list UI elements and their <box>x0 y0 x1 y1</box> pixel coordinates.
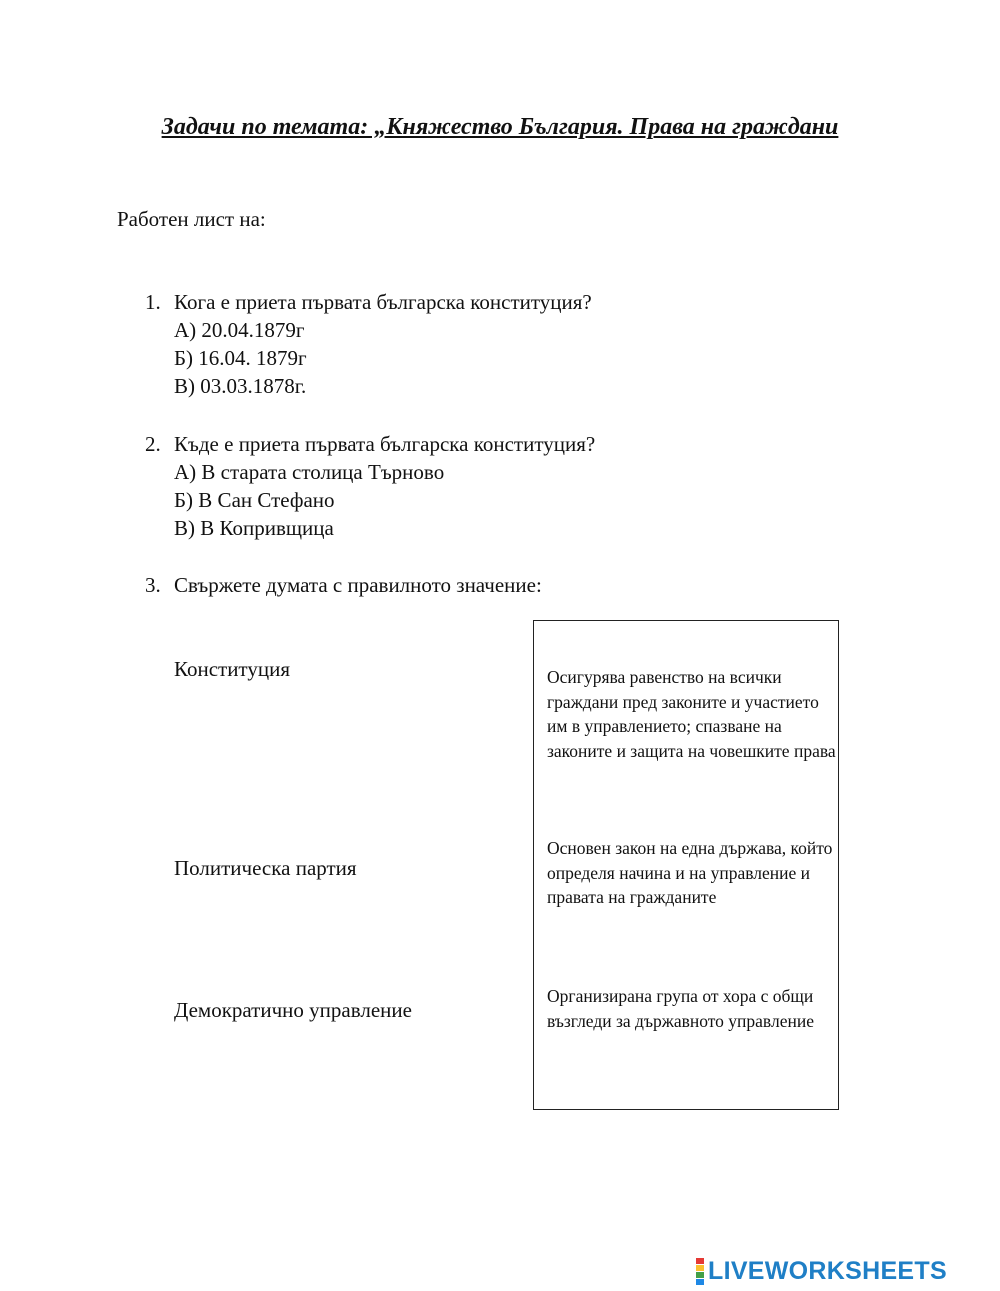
question-1-option-a[interactable]: А) 20.04.1879г <box>174 318 305 342</box>
logo-block <box>696 1279 704 1285</box>
question-1-option-b[interactable]: Б) 16.04. 1879г <box>174 346 307 370</box>
question-2-text: Къде е приета първата българска конституция? <box>174 432 596 456</box>
logo-text: LIVEWORKSHEETS <box>708 1256 947 1285</box>
question-1-option-c[interactable]: В) 03.03.1878г. <box>174 374 307 398</box>
question-2-number: 2. <box>145 432 161 456</box>
question-1-text: Кога е приета първата българска конституция? <box>174 290 592 314</box>
question-2-option-a[interactable]: А) В старата столица Търново <box>174 460 445 484</box>
worksheet-owner-label: Работен лист на: <box>117 207 266 231</box>
question-3-number: 3. <box>145 573 161 597</box>
question-2-option-c[interactable]: В) В Копривщица <box>174 516 334 540</box>
logo-block <box>696 1258 704 1264</box>
question-3-text: Свържете думата с правилното значение: <box>174 573 542 597</box>
match-term-democratic-governance[interactable]: Демократично управление <box>174 998 412 1022</box>
logo-block <box>696 1272 704 1278</box>
definitions-box <box>533 620 839 1110</box>
match-definition-1[interactable]: Осигурява равенство на всички граждани пред законите и участието им в управлението; спазване на законите и защита на човешките права <box>547 667 836 761</box>
worksheet-title: Задачи по темата: „Княжество България. Права на граждани <box>161 114 839 140</box>
logo-block <box>696 1265 704 1271</box>
match-term-political-party[interactable]: Политическа партия <box>174 856 357 880</box>
match-definition-3[interactable]: Организирана група от хора с общи възгледи за държавното управление <box>547 986 814 1031</box>
question-2-option-b[interactable]: Б) В Сан Стефано <box>174 488 335 512</box>
liveworksheets-logo <box>696 1258 947 1284</box>
question-1-number: 1. <box>145 290 161 314</box>
match-definition-2[interactable]: Основен закон на една държава, който определя начина и на управление и правата на гражданите <box>547 838 833 907</box>
match-term-constitution[interactable]: Конституция <box>174 657 290 681</box>
logo-blocks-icon <box>696 1258 704 1285</box>
